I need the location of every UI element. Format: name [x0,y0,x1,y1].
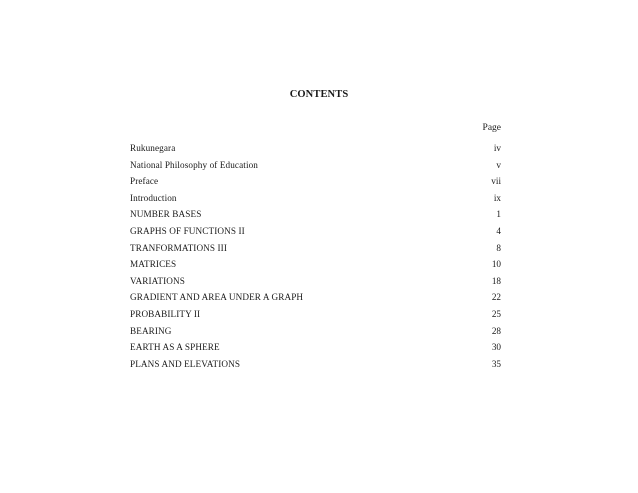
toc-entry-title: TRANFORMATIONS III [130,242,227,253]
toc-entry-title: BEARING [130,325,172,336]
toc-entry-title: GRADIENT AND AREA UNDER A GRAPH [130,292,304,303]
toc-entry-page: 8 [496,242,501,253]
toc-entry-variations [130,273,501,290]
toc-entry-title: GRAPHS OF FUNCTIONS II [130,225,245,236]
toc-entry-title: PROBABILITY II [130,308,201,319]
toc-entry-introduction [130,190,501,207]
toc-entry-page: 28 [491,325,501,336]
toc-entry-title: Preface [130,176,159,187]
toc-entry-page: 10 [491,259,501,270]
toc-entry-bearing [130,323,501,340]
toc-entry-earth-as-a-sphere [130,339,501,356]
toc-entry-national-philosophy [130,157,501,174]
page-column-header: Page [482,123,501,133]
toc-entry-plans-and-elevations [130,356,501,373]
toc-entry-page: vii [491,176,501,187]
toc-entry-title: NUMBER BASES [130,209,202,220]
toc-entry-probability [130,306,501,323]
toc-entry-title: Rukunegara [130,143,176,153]
toc-entry-title: PLANS AND ELEVATIONS [130,358,241,369]
toc-entry-matrices [130,256,501,273]
toc-entry-title: EARTH AS A SPHERE [130,342,220,353]
toc-entry-preface [130,173,501,190]
table-of-contents [130,140,501,372]
toc-entry-page: v [496,159,501,170]
toc-entry-page: ix [493,192,501,203]
toc-entry-title: VARIATIONS [130,275,185,286]
toc-entry-page: 4 [496,225,501,236]
toc-entry-page: 35 [491,358,501,369]
toc-entry-title: Introduction [130,192,177,203]
toc-entry-graphs-of-functions [130,223,501,240]
contents-title: CONTENTS [289,89,349,100]
toc-entry-title: National Philosophy of Education [130,159,258,170]
toc-entry-gradient-and-area [130,289,501,306]
toc-entry-page: 25 [491,308,501,319]
toc-entry-page: iv [493,143,501,153]
toc-entry-title: MATRICES [130,259,177,270]
toc-entry-number-bases [130,206,501,223]
toc-entry-transformations [130,240,501,257]
toc-entry-page: 18 [491,275,501,286]
toc-entry-page: 22 [491,292,501,303]
toc-entry-page: 30 [491,342,501,353]
toc-entry-page: 1 [496,209,501,220]
toc-entry-rukunegara [130,140,501,157]
